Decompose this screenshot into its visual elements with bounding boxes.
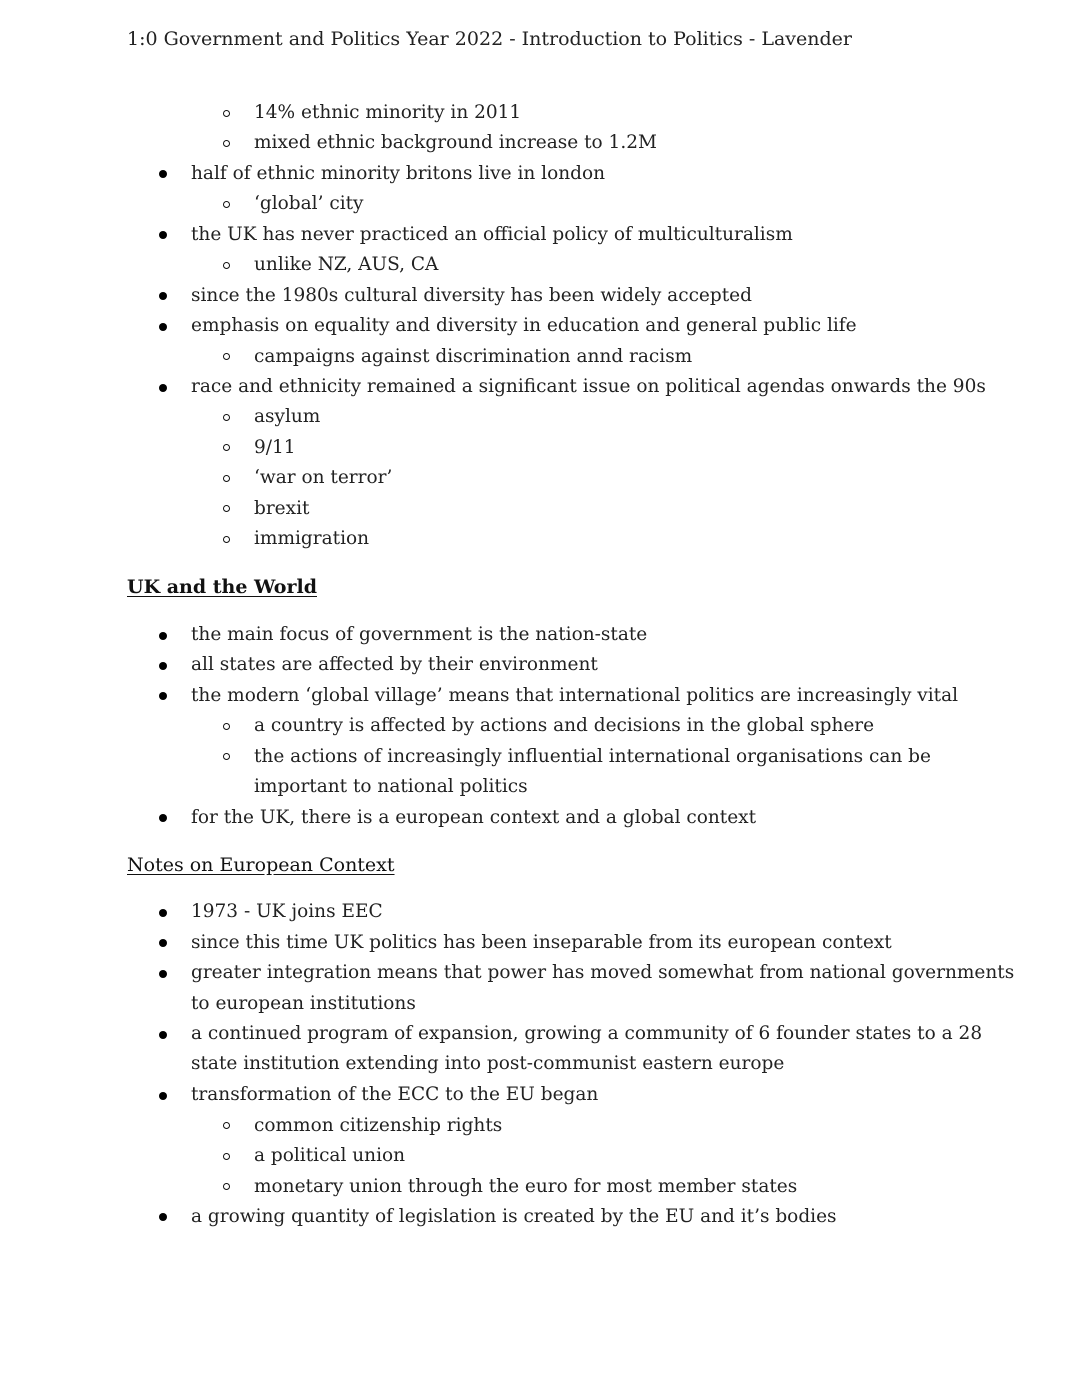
sub-bullet-icon: [223, 1153, 230, 1160]
sub-bullet-icon: [223, 414, 230, 421]
bullet-icon: [159, 231, 167, 239]
bullet-icon: [159, 814, 167, 822]
list-item: asylum: [254, 406, 321, 427]
sub-bullet-icon: [223, 475, 230, 482]
bullet-icon: [159, 170, 167, 178]
section-heading: Notes on European Context: [127, 854, 395, 876]
sub-bullet-icon: [223, 353, 230, 360]
list-item: 1973 - UK joins EEC: [191, 901, 383, 922]
document-header: 1:0 Government and Politics Year 2022 - Introduction to Politics - Lavender: [127, 28, 852, 50]
list-item: common citizenship rights: [254, 1115, 503, 1136]
bullet-icon: [159, 323, 167, 331]
list-item: ‘global’ city: [254, 193, 364, 214]
list-item: a continued program of expansion, growing a community of 6 founder states to a 28: [191, 1023, 983, 1044]
list-item: 14% ethnic minority in 2011: [254, 102, 522, 123]
list-item: the main focus of government is the nation-state: [191, 624, 648, 645]
bullet-icon: [159, 970, 167, 978]
sub-bullet-icon: [223, 1183, 230, 1190]
section-heading: UK and the World: [127, 576, 317, 598]
list-item: immigration: [254, 528, 370, 549]
bullet-icon: [159, 909, 167, 917]
list-item: 9/11: [254, 437, 296, 458]
sub-bullet-icon: [223, 753, 230, 760]
list-item: unlike NZ, AUS, CA: [254, 254, 439, 275]
bullet-icon: [159, 939, 167, 947]
list-item-continuation: to european institutions: [191, 993, 416, 1014]
list-item: campaigns against discrimination annd racism: [254, 346, 693, 367]
sub-bullet-icon: [223, 536, 230, 543]
list-item: for the UK, there is a european context and a global context: [191, 807, 757, 828]
list-item: monetary union through the euro for most member states: [254, 1176, 798, 1197]
list-item: ‘war on terror’: [254, 467, 393, 488]
list-item: the UK has never practiced an official policy of multiculturalism: [191, 224, 793, 245]
list-item: a political union: [254, 1145, 406, 1166]
sub-bullet-icon: [223, 110, 230, 117]
bullet-icon: [159, 692, 167, 700]
list-item: half of ethnic minority britons live in london: [191, 163, 606, 184]
sub-bullet-icon: [223, 262, 230, 269]
list-item: all states are affected by their environment: [191, 654, 598, 675]
sub-bullet-icon: [223, 505, 230, 512]
list-item: a country is affected by actions and decisions in the global sphere: [254, 715, 875, 736]
sub-bullet-icon: [223, 444, 230, 451]
bullet-icon: [159, 384, 167, 392]
bullet-icon: [159, 632, 167, 640]
sub-bullet-icon: [223, 723, 230, 730]
sub-bullet-icon: [223, 140, 230, 147]
bullet-icon: [159, 1213, 167, 1221]
list-item: transformation of the ECC to the EU began: [191, 1084, 599, 1105]
bullet-icon: [159, 1031, 167, 1039]
list-item: greater integration means that power has moved somewhat from national governments: [191, 962, 1015, 983]
list-item: race and ethnicity remained a significant issue on political agendas onwards the 90s: [191, 376, 986, 397]
list-item: emphasis on equality and diversity in education and general public life: [191, 315, 857, 336]
list-item: the modern ‘global village’ means that international politics are increasingly vital: [191, 685, 959, 706]
list-item: mixed ethnic background increase to 1.2M: [254, 132, 657, 153]
list-item-continuation: state institution extending into post-communist eastern europe: [191, 1053, 785, 1074]
list-item: brexit: [254, 498, 310, 519]
bullet-icon: [159, 292, 167, 300]
list-item: since this time UK politics has been inseparable from its european context: [191, 932, 892, 953]
list-item: a growing quantity of legislation is created by the EU and it’s bodies: [191, 1206, 837, 1227]
list-item: since the 1980s cultural diversity has been widely accepted: [191, 285, 752, 306]
bullet-icon: [159, 1092, 167, 1100]
list-item: the actions of increasingly influential international organisations can be: [254, 746, 931, 767]
sub-bullet-icon: [223, 201, 230, 208]
bullet-icon: [159, 662, 167, 670]
list-item-continuation: important to national politics: [254, 776, 528, 797]
sub-bullet-icon: [223, 1122, 230, 1129]
